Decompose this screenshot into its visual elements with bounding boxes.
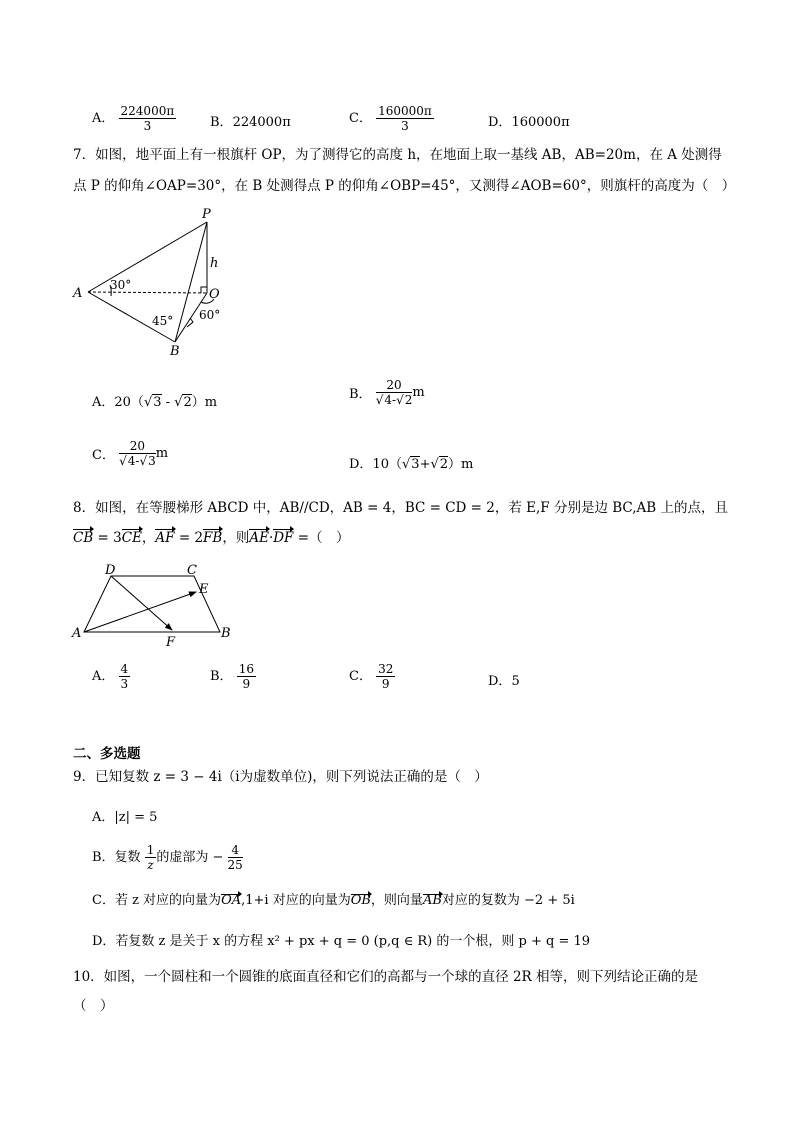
q8-option-b (210, 662, 256, 691)
right-angle-o (201, 287, 207, 293)
dot-operator: · (268, 530, 274, 546)
numerator: 4 (228, 843, 243, 858)
numerator: 224000π (120, 104, 175, 118)
vector-df: DF (273, 530, 294, 546)
denominator: 25 (227, 858, 243, 872)
option-text: 对应的复数为 −2 + 5i (441, 893, 575, 908)
option-label: D． (349, 457, 373, 472)
q7-figure (70, 205, 230, 360)
option-text: ，则向量 (370, 893, 423, 908)
q9-option-a: A．|z| = 5 (92, 810, 158, 825)
option-label: A． (92, 395, 115, 410)
option-text: C．若 z 对应的向量为 (92, 893, 222, 908)
section-heading: 二、多选题 (73, 746, 141, 762)
radicand: 3 (411, 457, 420, 472)
numerator: 20 (119, 439, 156, 454)
option-text: ）m (191, 395, 218, 410)
option-text: 20（ (114, 395, 144, 410)
fraction (228, 843, 243, 872)
option-label: B． (210, 669, 233, 684)
radicand: 3 (148, 454, 156, 468)
vector-ob: OB (350, 893, 371, 908)
fraction (376, 662, 395, 691)
separator: ， (141, 530, 156, 546)
q9-option-b (92, 843, 243, 872)
radicand-pre: 4- (127, 454, 140, 468)
fraction (119, 439, 156, 468)
numerator: 160000π (378, 104, 432, 118)
line-ap (88, 222, 207, 292)
denominator: 9 (381, 677, 390, 691)
q8-line-1: 8．如图，在等腰梯形 ABCD 中，AB//CD，AB = 4，BC = CD = 2，若 E,F 分别是边 BC,AB 上的点，且 (73, 500, 729, 516)
denominator: 3 (401, 119, 409, 133)
q8-figure (70, 560, 240, 652)
label-h: h (210, 256, 219, 271)
q7-line-1: 7．如图，地平面上有一根旗杆 OP，为了测得它的高度 h，在地面上取一基线 AB，AB=20m，在 A 处测得 (73, 147, 722, 163)
q8-option-a (92, 662, 130, 691)
fraction (119, 104, 177, 133)
q7-line-2: 点 P 的仰角∠OAP=30°，在 B 处测得点 P 的仰角∠OBP=45°，又测得∠AOB=60°，则旗杆的高度为（ ） (73, 178, 736, 194)
option-text: 160000π (511, 115, 570, 130)
option-label: D． (488, 674, 512, 689)
label-o: O (209, 287, 220, 302)
vector-cb: CB (73, 530, 94, 546)
option-label: A． (92, 669, 115, 684)
numerator: 1 (146, 843, 155, 857)
numerator: 16 (238, 662, 254, 676)
q6-option-b (210, 111, 291, 130)
q6-option-d (488, 111, 570, 130)
vector-ce: CE (121, 530, 142, 546)
label-45: 45° (152, 314, 174, 328)
q6-option-c (349, 104, 434, 133)
q7-option-d: D．10（√3+√2）m (349, 457, 474, 472)
fraction (376, 104, 434, 133)
option-text: ,1+i 对应的向量为 (241, 893, 351, 908)
option-text: 10（ (372, 457, 402, 472)
option-label: C． (349, 669, 372, 684)
q8-option-c (349, 662, 395, 691)
q7-option-b (349, 378, 425, 407)
q7-option-a: A．20（√3 - √2）m (92, 395, 218, 410)
equation-text: = 2 (174, 530, 204, 546)
label-p: P (202, 207, 211, 222)
label-b: B (221, 626, 231, 641)
option-text: 的虚部为 − (156, 850, 224, 865)
label-a: A (72, 626, 82, 641)
option-text: ）m (448, 457, 474, 472)
numerator: 4 (120, 662, 129, 676)
numerator: 20 (376, 378, 413, 393)
radicand: 2 (404, 393, 413, 407)
option-label: A． (92, 111, 115, 126)
option-label: C． (92, 448, 115, 463)
fraction (145, 843, 157, 872)
label-d: D (105, 563, 116, 578)
q6-option-a (92, 104, 176, 133)
option-label: D． (488, 115, 512, 130)
denominator: z (147, 858, 154, 872)
vector-af: AF (155, 530, 175, 546)
q9-option-d: D．若复数 z 是关于 x 的方程 x² + px + q = 0 (p,q ∈ R) 的一个根，则 p + q = 19 (92, 934, 591, 949)
unit: m (412, 385, 425, 400)
q10-line-2: （ ） (73, 998, 114, 1014)
numerator: 32 (378, 662, 394, 676)
denominator: √4-√2 (375, 393, 413, 407)
label-e: E (199, 582, 209, 597)
operator: + (419, 457, 431, 472)
label-30: 30° (110, 278, 132, 292)
q7-option-c (92, 439, 168, 468)
fraction (119, 662, 131, 691)
connector-text: ，则 (222, 530, 250, 546)
radicand: 3 (153, 395, 162, 410)
unit: m (155, 446, 169, 461)
fraction (237, 662, 256, 691)
radicand: 2 (439, 457, 449, 472)
label-c: C (187, 563, 197, 578)
q9-option-c (92, 889, 575, 908)
q8-line-2 (73, 528, 350, 548)
radicand: 2 (183, 395, 192, 410)
equation-text: = 3 (93, 530, 122, 546)
operator: - (161, 395, 175, 410)
vector-ae: AE (249, 530, 269, 546)
option-label: C． (349, 111, 372, 126)
option-text: B．复数 (92, 850, 141, 865)
q9-stem: 9．已知复数 z = 3 − 4i（i为虚数单位)，则下列说法正确的是（ ） (73, 769, 488, 785)
option-text: 5 (511, 674, 520, 689)
option-label: B． (349, 387, 372, 402)
line-ao (88, 292, 207, 293)
vector-df-line (111, 576, 172, 630)
label-f: F (166, 635, 176, 650)
radicand-pre: 4- (384, 393, 397, 407)
fraction (376, 378, 413, 407)
denominator: 3 (120, 677, 129, 691)
q8-option-d (488, 670, 520, 689)
question-tail: =（ ） (293, 530, 350, 546)
label-b: B (170, 344, 180, 359)
option-label: B． (210, 115, 233, 130)
denominator: √4-√3 (119, 454, 156, 468)
vector-oa: OA (221, 893, 242, 908)
q10-line-1: 10．如图，一个圆柱和一个圆锥的底面直径和它们的高都与一个球的直径 2R 相等，则下列结论正确的是 (73, 969, 699, 985)
vector-ab: AB (422, 893, 442, 908)
vector-fb: FB (203, 530, 223, 546)
label-60: 60° (199, 308, 221, 322)
denominator: 9 (242, 677, 251, 691)
option-text: 224000π (232, 115, 291, 130)
denominator: 3 (143, 119, 152, 133)
label-a: A (73, 286, 83, 301)
